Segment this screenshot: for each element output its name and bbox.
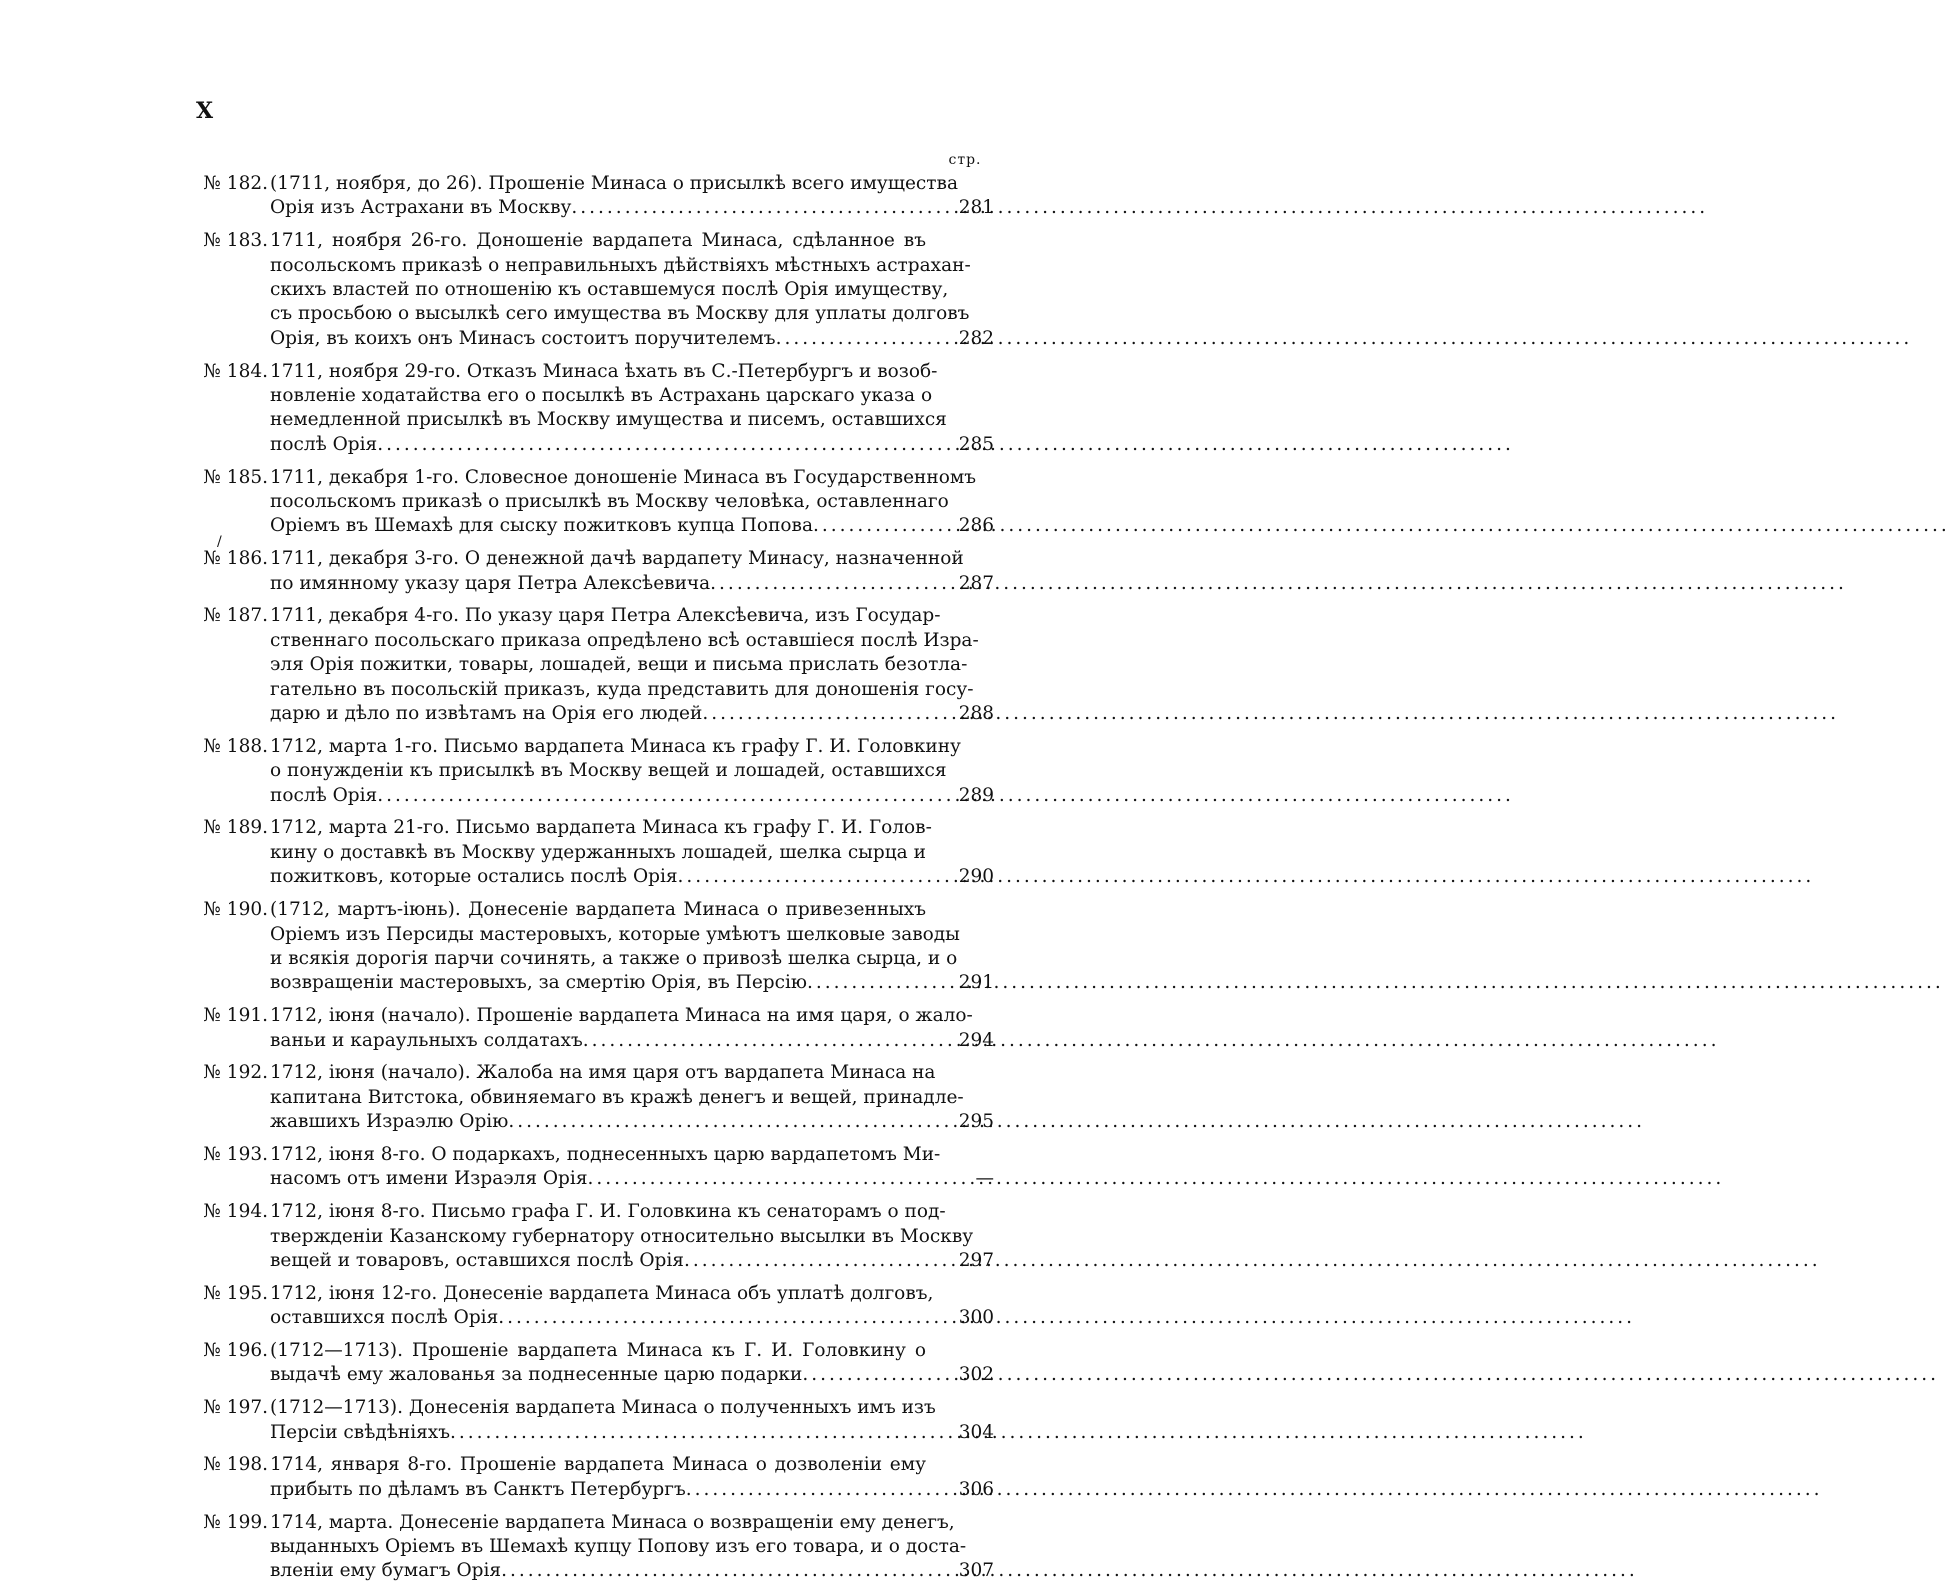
entry-line-text: оставшихся послѣ Орія bbox=[270, 1307, 499, 1329]
entry-line bbox=[270, 1306, 926, 1330]
toc-entry bbox=[186, 229, 994, 351]
entry-line-text: по имянному указу царя Петра Алексѣевича bbox=[270, 572, 711, 594]
entry-line bbox=[270, 971, 926, 995]
toc-entry bbox=[186, 172, 994, 221]
entry-page-number: — bbox=[975, 1168, 994, 1190]
entry-line: съ просьбою о высылкѣ сего имущества въ Москву для уплаты долговъ bbox=[270, 303, 970, 325]
entry-line: 1712, іюня 12-го. Донесеніе вардапета Минаса объ уплатѣ долговъ, bbox=[270, 1282, 934, 1304]
entry-description bbox=[270, 1200, 974, 1273]
dot-leader bbox=[498, 1306, 1635, 1330]
entry-number: № 197. bbox=[203, 1397, 268, 1419]
dot-leader bbox=[710, 572, 1847, 596]
page-numeral: X bbox=[196, 98, 215, 124]
toc-entry bbox=[186, 1453, 994, 1502]
dot-leader bbox=[678, 865, 1815, 889]
entry-description bbox=[270, 229, 971, 351]
entry-line bbox=[270, 1029, 926, 1053]
entry-line: 1712, іюня 8-го. О подаркахъ, поднесенныхъ царю вардапетомъ Ми- bbox=[270, 1143, 941, 1165]
toc-entry bbox=[186, 816, 994, 889]
entry-line: 1712, іюня (начало). Прошеніе вардапета Минаса на имя царя, о жало- bbox=[270, 1005, 973, 1027]
entry-page-number: 282 bbox=[958, 327, 994, 349]
toc-entry bbox=[186, 547, 994, 596]
entry-page-number: 304 bbox=[958, 1421, 994, 1443]
entry-line: немедленной присылкѣ въ Москву имущества и писемъ, оставшихся bbox=[270, 409, 947, 431]
entry-description bbox=[270, 547, 964, 596]
entry-line-text: дарю и дѣло по извѣтамъ на Орія его людей bbox=[270, 703, 703, 725]
entry-line: 1712, марта 1-го. Письмо вардапета Минаса къ графу Г. И. Головкину bbox=[270, 735, 961, 757]
entry-line bbox=[270, 1421, 926, 1445]
entry-line-text: выдачѣ ему жалованья за поднесенные царю подарки bbox=[270, 1364, 803, 1386]
dot-leader bbox=[508, 1110, 1645, 1134]
entry-line bbox=[270, 702, 926, 726]
entry-description bbox=[270, 1453, 926, 1502]
entry-number: № 188. bbox=[203, 735, 268, 757]
entry-number: № 184. bbox=[203, 360, 268, 382]
entry-page-number: 290 bbox=[958, 866, 994, 888]
entry-line-text: жавшихъ Израэлю Орію bbox=[270, 1111, 509, 1133]
entry-line: эля Орія пожитки, товары, лошадей, вещи и письма прислать безотла- bbox=[270, 654, 968, 676]
dot-leader bbox=[588, 1167, 1725, 1191]
entry-line: 1711, декабря 1-го. Словесное доношеніе Минаса въ Государственномъ bbox=[270, 466, 976, 488]
entry-line bbox=[270, 327, 926, 351]
entry-number: № 196. bbox=[203, 1339, 268, 1361]
entry-line: (1711, ноября, до 26). Прошеніе Минаса о присылкѣ всего имущества bbox=[270, 173, 958, 194]
entry-line-text: насомъ отъ имени Израэля Орія bbox=[270, 1168, 588, 1190]
entry-page-number: 295 bbox=[958, 1111, 994, 1133]
entry-line-text: ваньи и караульныхъ солдатахъ bbox=[270, 1029, 583, 1051]
entry-number: № 191. bbox=[203, 1005, 268, 1027]
entry-description bbox=[270, 360, 947, 458]
entry-line: ственнаго посольскаго приказа опредѣлено всѣ оставшіеся послѣ Изра- bbox=[270, 629, 979, 651]
entry-description bbox=[270, 1282, 934, 1331]
entry-page-number: 286 bbox=[958, 515, 994, 537]
entry-number: № 187. bbox=[203, 605, 268, 627]
entry-line: (1712—1713). Прошеніе вардапета Минаса къ Г. И. Головкину о bbox=[270, 1339, 926, 1361]
entry-number: № 186. bbox=[203, 548, 268, 570]
entry-line-text: Орія изъ Астрахани въ Москву bbox=[270, 197, 572, 219]
toc-entry bbox=[186, 604, 994, 726]
entry-line-text: послѣ Орія bbox=[270, 784, 378, 806]
entry-line-text: Персіи свѣдѣніяхъ bbox=[270, 1421, 451, 1443]
dot-leader bbox=[684, 1249, 1821, 1273]
margin-mark: / bbox=[217, 534, 222, 550]
entry-line: (1712, мартъ-іюнь). Донесеніе вардапета Минаса о привезенныхъ bbox=[270, 899, 926, 921]
entry-line: и всякія дорогія парчи сочинять, а также о привозѣ шелка сырца, и о bbox=[270, 947, 958, 969]
entry-line: выданныхъ Оріемъ въ Шемахѣ купцу Попову изъ его товара, и о доста- bbox=[270, 1535, 967, 1557]
entry-page-number: 281 bbox=[958, 197, 994, 219]
entry-line: 1711, ноября 26-го. Доношеніе вардапета Минаса, сдѣланное въ bbox=[270, 230, 926, 252]
entry-line bbox=[270, 1110, 926, 1134]
entry-line bbox=[270, 572, 926, 596]
entry-line bbox=[270, 1559, 926, 1583]
entry-description bbox=[270, 898, 960, 996]
entry-line: (1712—1713). Донесенія вардапета Минаса о полученныхъ имъ изъ bbox=[270, 1397, 936, 1419]
entry-line: 1712, іюня 8-го. Письмо графа Г. И. Головкина къ сенаторамъ о под- bbox=[270, 1201, 946, 1223]
entry-description bbox=[270, 1511, 967, 1584]
entry-line: 1711, декабря 3-го. О денежной дачѣ вардапету Минасу, назначенной bbox=[270, 548, 964, 570]
entry-number: № 193. bbox=[203, 1143, 268, 1165]
toc-entry bbox=[186, 898, 994, 996]
entry-description bbox=[270, 816, 932, 889]
entry-description bbox=[270, 1143, 941, 1192]
entry-line: Оріемъ изъ Персиды мастеровыхъ, которые умѣютъ шелковые заводы bbox=[270, 923, 960, 945]
table-of-contents bbox=[186, 172, 994, 1592]
toc-entry bbox=[186, 1143, 994, 1192]
entry-line bbox=[270, 1167, 926, 1191]
entry-description bbox=[270, 172, 958, 221]
entry-description bbox=[270, 735, 961, 808]
entry-page-number: 285 bbox=[958, 433, 994, 455]
entry-number: № 185. bbox=[203, 466, 268, 488]
entry-line bbox=[270, 865, 926, 889]
dot-leader bbox=[450, 1421, 1587, 1445]
entry-page-number: 300 bbox=[958, 1307, 994, 1329]
entry-line-text: прибыть по дѣламъ въ Санктъ Петербургъ bbox=[270, 1478, 686, 1500]
entry-page-number: 294 bbox=[958, 1029, 994, 1051]
entry-number: № 183. bbox=[203, 230, 268, 252]
entry-description bbox=[270, 1004, 973, 1053]
entry-line: капитана Витстока, обвиняемаго въ кражѣ денегъ и вещей, принадле- bbox=[270, 1086, 964, 1108]
entry-description bbox=[270, 1339, 926, 1388]
entry-number: № 182. bbox=[203, 173, 268, 194]
entry-description bbox=[270, 1061, 964, 1134]
toc-entry bbox=[186, 1004, 994, 1053]
entry-line-text: вленіи ему бумагъ Орія bbox=[270, 1560, 502, 1582]
entry-line bbox=[270, 196, 926, 220]
dot-leader bbox=[686, 1478, 1823, 1502]
entry-description bbox=[270, 1396, 936, 1445]
entry-line: гательно въ посольскій приказъ, куда представить для доношенія госу- bbox=[270, 678, 974, 700]
entry-line: посольскомъ приказѣ о присылкѣ въ Москву человѣка, оставленнаго bbox=[270, 491, 949, 513]
entry-page-number: 288 bbox=[958, 703, 994, 725]
entry-line bbox=[270, 1249, 926, 1273]
entry-line: 1714, марта. Донесеніе вардапета Минаса о возвращеніи ему денегъ, bbox=[270, 1511, 955, 1533]
dot-leader bbox=[702, 702, 1839, 726]
entry-line-text: послѣ Орія bbox=[270, 433, 378, 455]
toc-entry bbox=[186, 1061, 994, 1134]
entry-line bbox=[270, 784, 926, 808]
entry-line bbox=[270, 1478, 926, 1502]
entry-line: 1714, января 8-го. Прошеніе вардапета Минаса о дозволеніи ему bbox=[270, 1454, 926, 1476]
entry-page-number: 302 bbox=[958, 1364, 994, 1386]
entry-number: № 195. bbox=[203, 1282, 268, 1304]
entry-line bbox=[270, 1363, 926, 1387]
dot-leader bbox=[583, 1029, 1720, 1053]
entry-line-text: вещей и товаровъ, оставшихся послѣ Орія bbox=[270, 1249, 684, 1271]
entry-line-text: возвращеніи мастеровыхъ, за смертію Орія, въ Персію bbox=[270, 972, 807, 994]
entry-line: 1712, марта 21-го. Письмо вардапета Минаса къ графу Г. И. Голов- bbox=[270, 817, 932, 839]
entry-page-number: 291 bbox=[958, 972, 994, 994]
entry-line: 1711, декабря 4-го. По указу царя Петра Алексѣевича, изъ Государ- bbox=[270, 605, 941, 627]
entry-number: № 199. bbox=[203, 1511, 268, 1533]
toc-entry bbox=[186, 735, 994, 808]
toc-entry bbox=[186, 1200, 994, 1273]
dot-leader bbox=[501, 1559, 1638, 1583]
entry-number: № 194. bbox=[203, 1201, 268, 1223]
toc-entry bbox=[186, 1511, 994, 1584]
entry-line: кину о доставкѣ въ Москву удержанныхъ лошадей, шелка сырца и bbox=[270, 841, 926, 863]
entry-line bbox=[270, 514, 926, 538]
entry-page-number: 306 bbox=[958, 1478, 994, 1500]
entry-number: № 189. bbox=[203, 817, 268, 839]
entry-line-text: пожитковъ, которые остались послѣ Орія bbox=[270, 866, 678, 888]
toc-entry bbox=[186, 466, 994, 539]
entry-line: 1712, іюня (начало). Жалоба на имя царя отъ вардапета Минаса на bbox=[270, 1062, 936, 1084]
entry-page-number: 307 bbox=[958, 1560, 994, 1582]
entry-line-text: Орія, въ коихъ онъ Минасъ состоитъ поручителемъ bbox=[270, 327, 776, 349]
dot-leader bbox=[571, 196, 1708, 220]
toc-entry bbox=[186, 1339, 994, 1388]
toc-entry bbox=[186, 1396, 994, 1445]
toc-entry bbox=[186, 360, 994, 458]
entry-line: скихъ властей по отношенію къ оставшемуся послѣ Орія имуществу, bbox=[270, 279, 949, 301]
entry-line: твержденіи Казанскому губернатору относительно высылки въ Москву bbox=[270, 1225, 974, 1247]
entry-page-number: 287 bbox=[958, 572, 994, 594]
entry-line bbox=[270, 433, 926, 457]
entry-number: № 190. bbox=[203, 899, 268, 921]
toc-entry bbox=[186, 1282, 994, 1331]
entry-line: 1711, ноября 29-го. Отказъ Минаса ѣхать въ С.-Петербургъ и возоб- bbox=[270, 360, 938, 382]
entry-number: № 192. bbox=[203, 1062, 268, 1084]
entry-page-number: 297 bbox=[958, 1249, 994, 1271]
entry-line: посольскомъ приказѣ о неправильныхъ дѣйствіяхъ мѣстныхъ астрахан- bbox=[270, 254, 971, 276]
page-column-header: стр. bbox=[948, 152, 982, 168]
entry-line: о понужденіи къ присылкѣ въ Москву вещей и лошадей, оставшихся bbox=[270, 760, 947, 782]
entry-number: № 198. bbox=[203, 1454, 268, 1476]
entry-line-text: Оріемъ въ Шемахѣ для сыску пожитковъ купца Попова bbox=[270, 515, 813, 537]
entry-line: новленіе ходатайства его о посылкѣ въ Астрахань царскаго указа о bbox=[270, 385, 933, 407]
entry-page-number: 289 bbox=[958, 784, 994, 806]
